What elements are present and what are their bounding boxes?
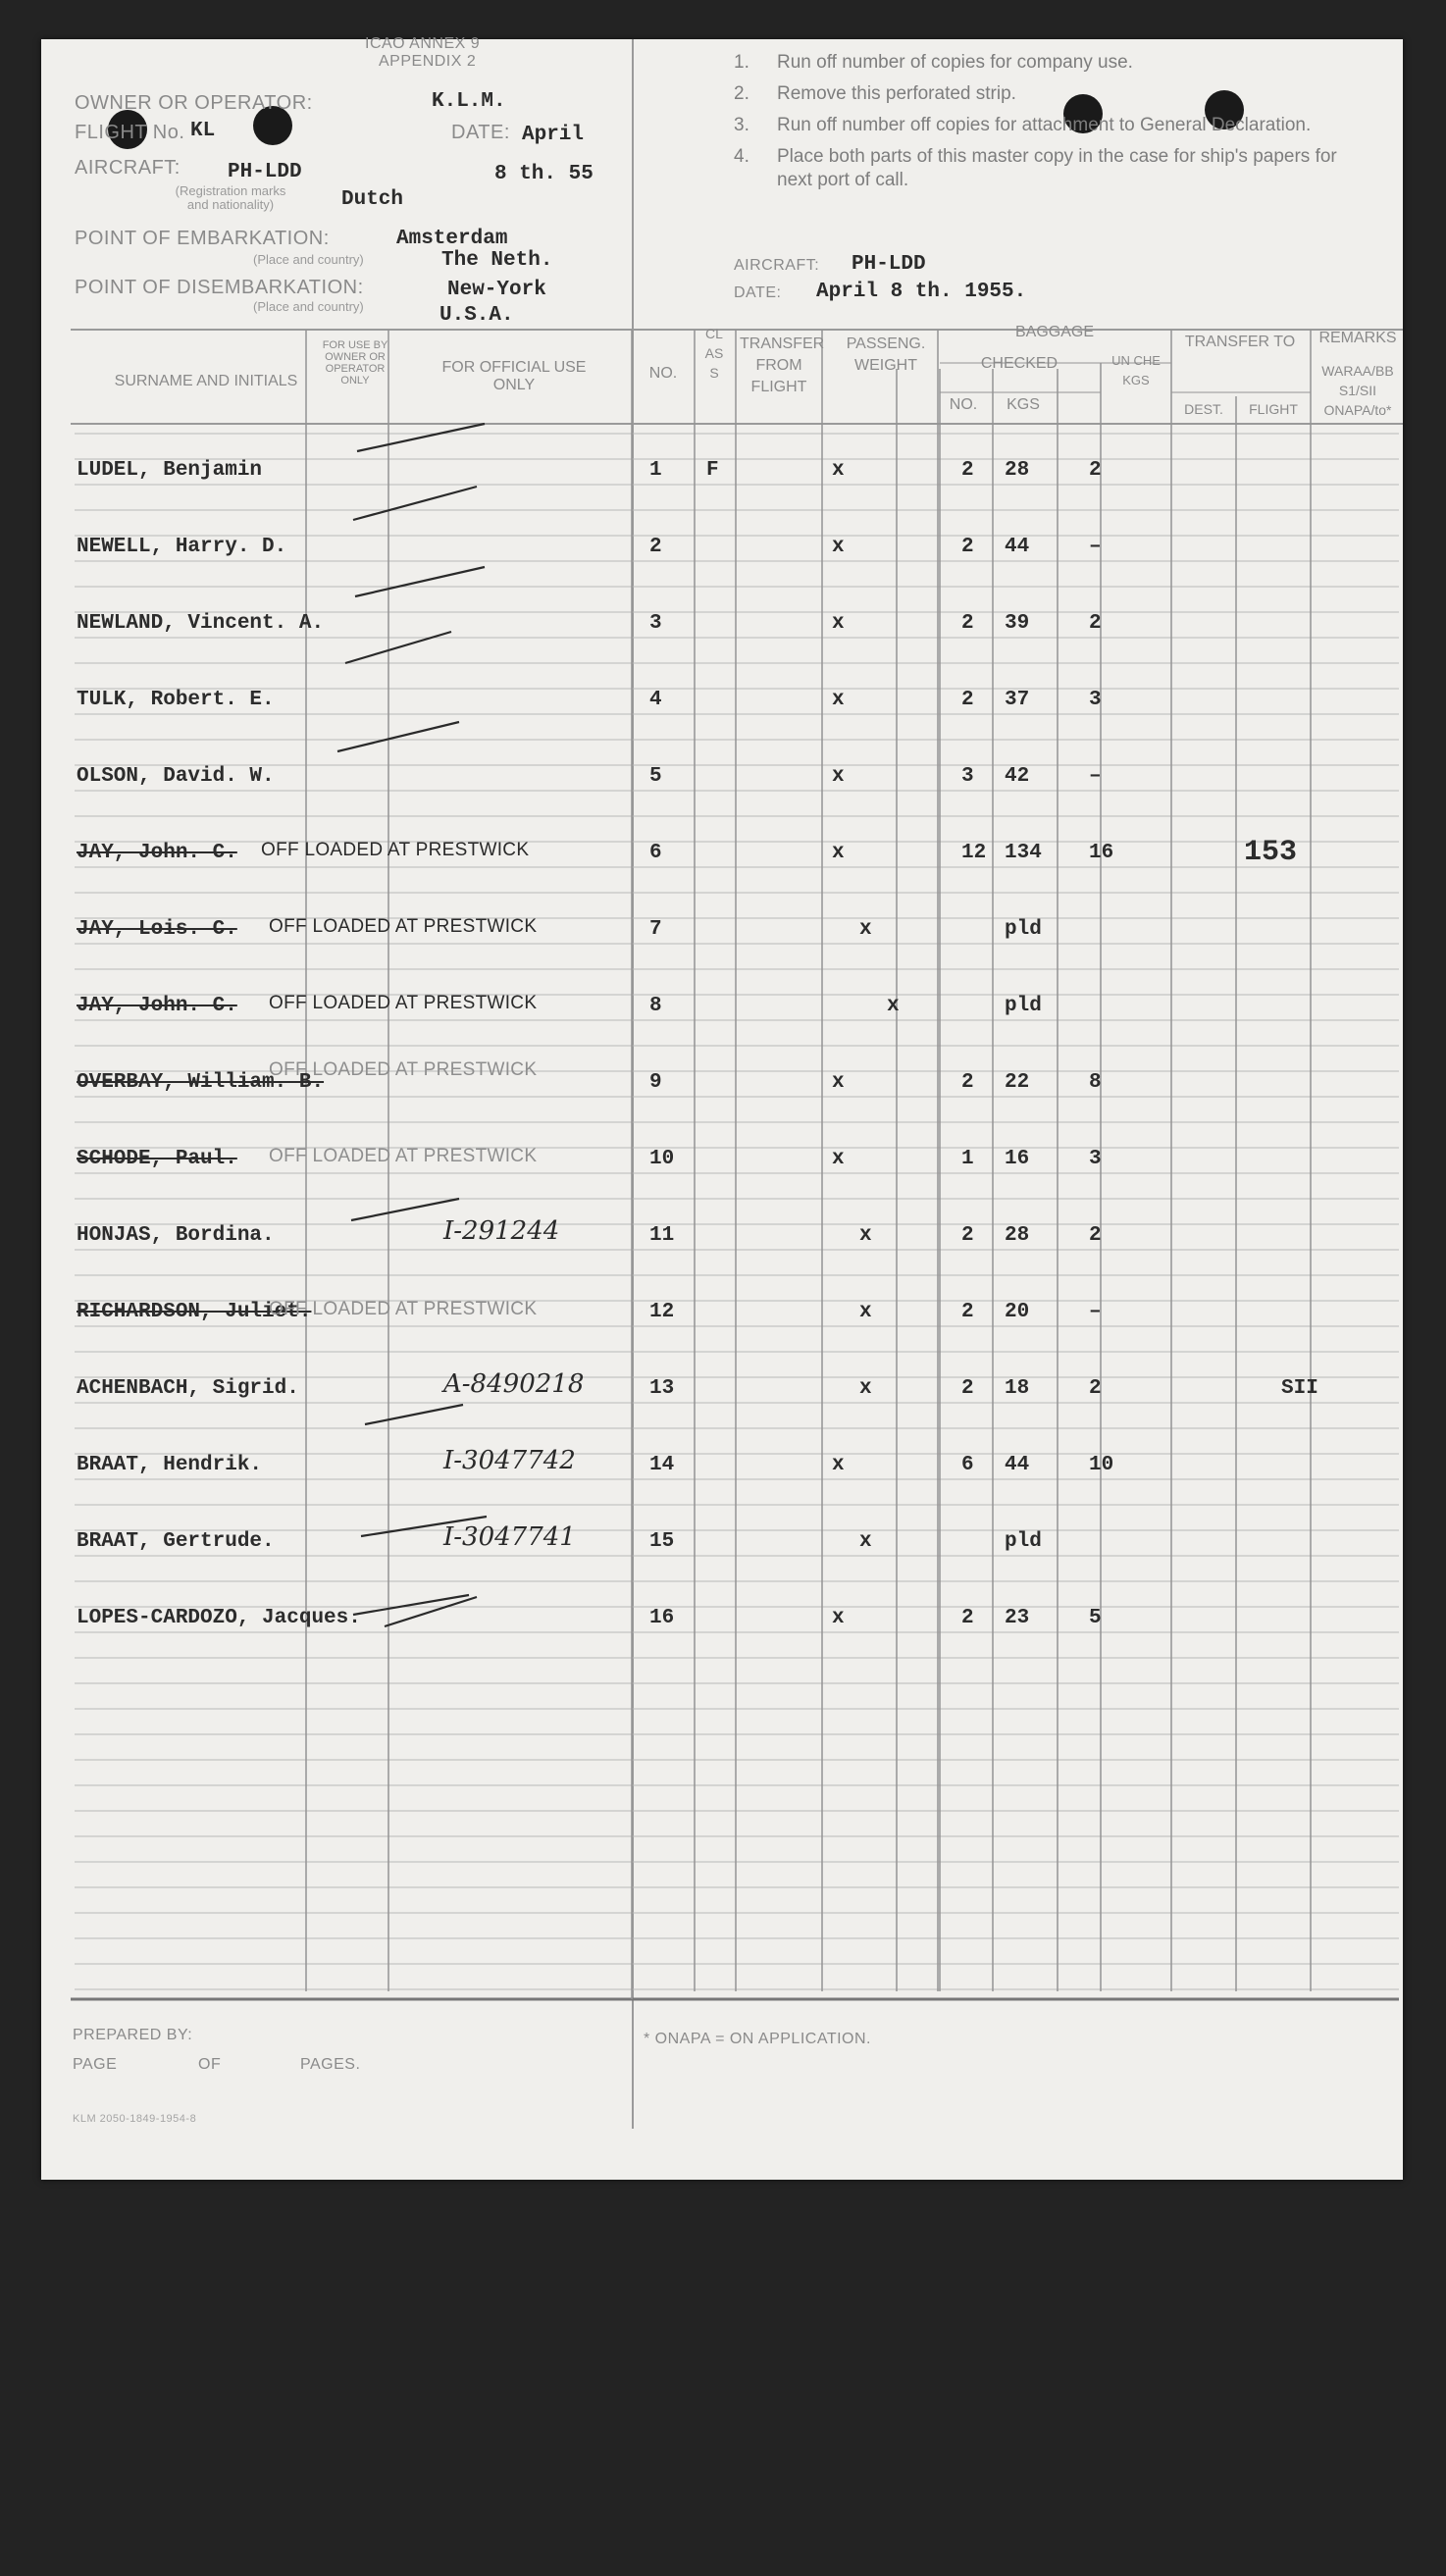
passenger-name: TULK, Robert. E.: [77, 689, 275, 711]
flight-value: KL: [190, 120, 216, 142]
nationality-value: Dutch: [341, 188, 404, 211]
passenger-no: 8: [649, 995, 662, 1017]
passenger-name: ACHENBACH, Sigrid.: [77, 1377, 299, 1400]
bag-kgs: 16: [1005, 1148, 1030, 1170]
unchecked-kgs: 10: [1089, 1454, 1114, 1476]
official-use: OFF LOADED AT PRESTWICK: [269, 1299, 538, 1319]
remarks-value: SII: [1281, 1377, 1318, 1400]
appendix-label: APPENDIX 2: [379, 53, 477, 70]
passeng-weight-mark: x: [859, 918, 872, 941]
bag-count: 2: [961, 1224, 974, 1247]
official-use: A-8490218: [443, 1369, 585, 1399]
passeng-weight-mark: x: [832, 612, 845, 635]
passenger-no: 11: [649, 1224, 675, 1247]
col-owner-use: FOR USE BY OWNER OR OPERATOR ONLY: [322, 339, 388, 386]
embarkation-city: Amsterdam: [396, 228, 508, 250]
aircraft-value: PH-LDD: [228, 161, 302, 183]
passeng-weight-mark: x: [832, 689, 845, 711]
col-surname: SURNAME AND INITIALS: [114, 373, 298, 389]
bag-kgs: 28: [1005, 1224, 1030, 1247]
unchecked-kgs: –: [1089, 765, 1102, 788]
onapa-note: * ONAPA = ON APPLICATION.: [644, 2031, 871, 2047]
passenger-name: RICHARDSON, Juliet.: [77, 1301, 312, 1323]
bag-count: 2: [961, 1071, 974, 1094]
col-bag-kgs: KGS: [1007, 396, 1040, 413]
bag-count: 2: [961, 459, 974, 482]
place-note: (Place and country): [253, 252, 364, 267]
col-bag-no: NO.: [949, 396, 978, 413]
bag-count: 12: [961, 842, 987, 864]
bag-count: 1: [961, 1148, 974, 1170]
official-use: I-3047741: [443, 1522, 576, 1552]
passeng-weight-mark: x: [859, 1301, 872, 1323]
passeng-weight-mark: x: [887, 995, 900, 1017]
col-passeng-weight: PASSENG. WEIGHT: [846, 335, 926, 374]
passenger-no: 15: [649, 1530, 675, 1553]
bag-kgs: 42: [1005, 765, 1030, 788]
passenger-name: SCHODE, Paul.: [77, 1148, 237, 1170]
unchecked-kgs: 5: [1089, 1607, 1102, 1629]
date-value-day: 8 th. 55: [494, 163, 594, 185]
passeng-weight-mark: x: [859, 1530, 872, 1553]
remarks-value: 153: [1244, 836, 1298, 869]
unchecked-kgs: 2: [1089, 459, 1102, 482]
unchecked-kgs: –: [1089, 536, 1102, 558]
bag-kgs: pld: [1005, 1530, 1042, 1553]
official-use: I-3047742: [443, 1446, 576, 1475]
passenger-no: 4: [649, 689, 662, 711]
col-official: FOR OFFICIAL USE ONLY: [441, 359, 587, 393]
col-class: CLASS: [704, 326, 724, 381]
passenger-name: BRAAT, Gertrude.: [77, 1530, 275, 1553]
passeng-weight-mark: x: [832, 842, 845, 864]
form-code: KLM 2050-1849-1954-8: [73, 2113, 197, 2125]
unchecked-kgs: 3: [1089, 1148, 1102, 1170]
bag-count: 2: [961, 1607, 974, 1629]
col-checked: CHECKED: [980, 355, 1059, 372]
bag-count: 2: [961, 1301, 974, 1323]
passenger-no: 16: [649, 1607, 675, 1629]
bag-kgs: 20: [1005, 1301, 1030, 1323]
manifest-sheet: [41, 35, 1403, 2180]
unchecked-kgs: 16: [1089, 842, 1114, 864]
bag-kgs: 23: [1005, 1607, 1030, 1629]
official-use: OFF LOADED AT PRESTWICK: [261, 840, 530, 860]
passenger-name: NEWELL, Harry. D.: [77, 536, 287, 558]
passenger-name: BRAAT, Hendrik.: [77, 1454, 263, 1476]
date-label: DATE:: [451, 122, 510, 143]
owner-label: OWNER OR OPERATOR:: [75, 92, 313, 114]
col-flight: FLIGHT: [1249, 401, 1298, 417]
official-use: OFF LOADED AT PRESTWICK: [269, 916, 538, 937]
col-remarks-sub: WARAA/BB S1/SII ONAPA/to*: [1321, 363, 1394, 418]
passeng-weight-mark: x: [859, 1224, 872, 1247]
of-label: OF: [198, 2056, 222, 2073]
bag-kgs: 28: [1005, 459, 1030, 482]
instruction-item: 1. Run off number of copies for company use.: [734, 52, 1133, 73]
instruction-item: 4. Place both parts of this master copy in the case for ship's papers for next port of call.: [734, 146, 1337, 190]
aircraft-label: AIRCRAFT:: [75, 157, 181, 179]
passenger-name: JAY, Lois. C.: [77, 918, 237, 941]
official-use: OFF LOADED AT PRESTWICK: [269, 993, 538, 1013]
passenger-name: JAY, John. C.: [77, 995, 237, 1017]
unchecked-kgs: 2: [1089, 612, 1102, 635]
disembarkation-country: U.S.A.: [439, 304, 514, 327]
instruction-item: 3. Run off number off copies for attachment to General Declaration.: [734, 115, 1312, 135]
right-aircraft-label: AIRCRAFT:: [734, 257, 820, 274]
passeng-weight-mark: x: [832, 1454, 845, 1476]
unchecked-kgs: 3: [1089, 689, 1102, 711]
bag-kgs: 44: [1005, 536, 1030, 558]
bag-kgs: pld: [1005, 995, 1042, 1017]
passenger-name: LOPES-CARDOZO, Jacques.: [77, 1607, 361, 1629]
place-note: (Place and country): [253, 299, 364, 314]
passeng-weight-mark: x: [832, 536, 845, 558]
disembarkation-label: POINT OF DISEMBARKATION:: [75, 277, 364, 298]
bag-kgs: 134: [1005, 842, 1042, 864]
passeng-weight-mark: x: [832, 1148, 845, 1170]
passeng-weight-mark: x: [859, 1377, 872, 1400]
official-use: I-291244: [443, 1216, 560, 1246]
bag-kgs: 39: [1005, 612, 1030, 635]
prepared-by-label: PREPARED BY:: [73, 2027, 193, 2043]
passenger-name: OVERBAY, William. B.: [77, 1071, 325, 1094]
page-label: PAGE: [73, 2056, 118, 2073]
col-remarks: REMARKS: [1318, 330, 1397, 346]
col-transfer-from: TRANSFER FROM FLIGHT: [740, 335, 825, 395]
bag-count: 2: [961, 536, 974, 558]
col-no: NO.: [648, 365, 678, 382]
passenger-name: JAY, John. C.: [77, 842, 237, 864]
bag-count: 2: [961, 689, 974, 711]
passenger-no: 10: [649, 1148, 675, 1170]
registration-note: (Registration marks and nationality): [175, 183, 286, 212]
passenger-class: F: [706, 459, 719, 482]
passenger-no: 3: [649, 612, 662, 635]
bag-kgs: 44: [1005, 1454, 1030, 1476]
passenger-no: 9: [649, 1071, 662, 1094]
passenger-no: 5: [649, 765, 662, 788]
bag-kgs: pld: [1005, 918, 1042, 941]
col-unchecked: UN CHE KGS: [1111, 353, 1161, 387]
passenger-no: 7: [649, 918, 662, 941]
embarkation-label: POINT OF EMBARKATION:: [75, 228, 330, 249]
bag-kgs: 18: [1005, 1377, 1030, 1400]
official-use: OFF LOADED AT PRESTWICK: [269, 1059, 538, 1080]
passenger-no: 14: [649, 1454, 675, 1476]
right-aircraft-value: PH-LDD: [852, 253, 926, 276]
passeng-weight-mark: x: [832, 1607, 845, 1629]
disembarkation-city: New-York: [447, 279, 546, 301]
bag-count: 2: [961, 1377, 974, 1400]
col-transfer-to: TRANSFER TO: [1184, 334, 1296, 350]
bag-count: 6: [961, 1454, 974, 1476]
passenger-name: LUDEL, Benjamin: [77, 459, 263, 482]
passenger-name: OLSON, David. W.: [77, 765, 275, 788]
passeng-weight-mark: x: [832, 765, 845, 788]
bag-kgs: 37: [1005, 689, 1030, 711]
bag-kgs: 22: [1005, 1071, 1030, 1094]
passenger-no: 6: [649, 842, 662, 864]
passenger-no: 12: [649, 1301, 675, 1323]
bag-count: 3: [961, 765, 974, 788]
annex-label: ICAO ANNEX 9: [365, 35, 481, 52]
passenger-no: 13: [649, 1377, 675, 1400]
official-use: OFF LOADED AT PRESTWICK: [269, 1146, 538, 1166]
bag-count: 2: [961, 612, 974, 635]
unchecked-kgs: 8: [1089, 1071, 1102, 1094]
col-dest: DEST.: [1184, 401, 1223, 417]
passeng-weight-mark: x: [832, 1071, 845, 1094]
right-date-value: April 8 th. 1955.: [816, 281, 1027, 303]
flight-label: FLIGHT No.: [75, 122, 185, 143]
embarkation-country: The Neth.: [441, 249, 553, 272]
passenger-name: HONJAS, Bordina.: [77, 1224, 275, 1247]
instruction-item: 2. Remove this perforated strip.: [734, 83, 1016, 104]
col-baggage: BAGGAGE: [1014, 324, 1095, 340]
passenger-name: NEWLAND, Vincent. A.: [77, 612, 325, 635]
unchecked-kgs: 2: [1089, 1377, 1102, 1400]
owner-value: K.L.M.: [432, 90, 506, 113]
passeng-weight-mark: x: [832, 459, 845, 482]
passenger-no: 1: [649, 459, 662, 482]
date-value-month: April: [522, 124, 585, 146]
unchecked-kgs: –: [1089, 1301, 1102, 1323]
passenger-no: 2: [649, 536, 662, 558]
pages-label: PAGES.: [300, 2056, 361, 2073]
unchecked-kgs: 2: [1089, 1224, 1102, 1247]
right-date-label: DATE:: [734, 284, 782, 301]
